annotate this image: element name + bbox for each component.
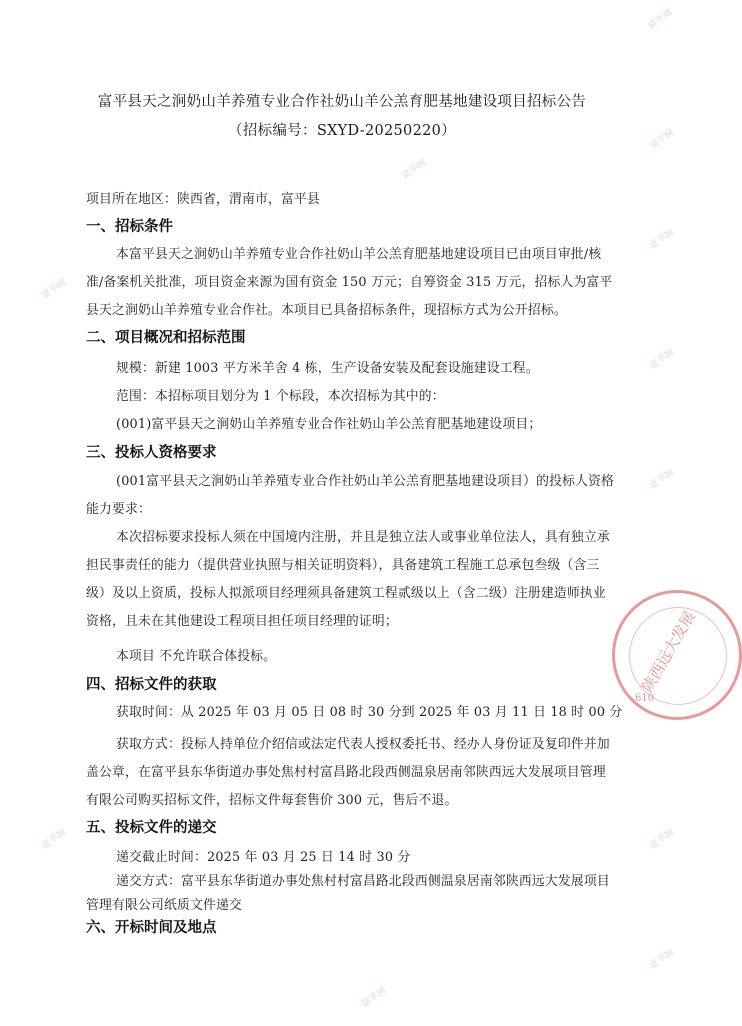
watermark-text: 富平网 (648, 227, 677, 252)
section-heading: 二、项目概况和招标范围 (86, 330, 246, 346)
project-region: 项目所在地区：陕西省，渭南市，富平县 (86, 192, 320, 207)
paragraph-line: 本项目 不允许联合体投标。 (116, 649, 277, 664)
paragraph-line: 规模：新建 1003 平方米羊舍 4 栋，生产设备安装及配套设施建设工程。 (116, 361, 539, 376)
paragraph-line: 递交方式：富平县东华街道办事处焦村村富昌路北段西侧温泉居南邻陕西远大发展项目 (116, 874, 610, 889)
watermark-text: 富平网 (646, 7, 675, 32)
paragraph-line: 盖公章，在富平县东华街道办事处焦村村富昌路北段西侧温泉居南邻陕西远大发展项目管理 (86, 765, 606, 780)
paragraph-line: 获取方式：投标人持单位介绍信或法定代表人授权委托书、经办人身份证及复印件并加 (116, 737, 610, 752)
watermark-text: 富平网 (40, 277, 69, 302)
paragraph-line: 有限公司购买招标文件，招标文件每套售价 300 元，售后不退。 (86, 793, 458, 808)
watermark-text: 富平网 (648, 947, 677, 972)
paragraph-line: (001富平县天之涧奶山羊养殖专业合作社奶山羊公羔育肥基地建设项目）的投标人资格 (116, 474, 615, 489)
watermark-text: 富平网 (40, 827, 69, 852)
watermark-text: 富平网 (648, 127, 677, 152)
paragraph-line: 级）及以上资质，投标人拟派项目经理须具备建筑工程贰级以上（含二级）注册建造师执业 (86, 586, 606, 601)
paragraph-line: 本富平县天之涧奶山羊养殖专业合作社奶山羊公羔育肥基地建设项目已由项目审批/核 (116, 247, 602, 262)
section-heading: 六、开标时间及地点 (86, 920, 217, 936)
watermark-text: 富平网 (360, 985, 389, 1010)
paragraph-line: 递交截止时间：2025 年 03 月 25 日 14 时 30 分 (116, 850, 411, 865)
paragraph-line: 获取时间：从 2025 年 03 月 05 日 08 时 30 分到 2025 年 03 月 11 日 18 时 00 分 (116, 705, 623, 720)
paragraph-line: 范围：本招标项目划分为 1 个标段，本次招标为其中的： (116, 389, 445, 404)
watermark-text: 富平网 (648, 467, 677, 492)
watermark-text: 富平网 (400, 157, 429, 182)
tender-number: （招标编号：SXYD-20250220） (228, 123, 456, 139)
paragraph-line: 管理有限公司纸质文件递交 (86, 898, 242, 913)
paragraph-line: 县天之涧奶山羊养殖专业合作社。本项目已具备招标条件，现招标方式为公开招标。 (86, 303, 567, 318)
seal-number: 610 (635, 693, 655, 704)
document-title: 富平县天之涧奶山羊养殖专业合作社奶山羊公羔育肥基地建设项目招标公告 (97, 94, 587, 110)
paragraph-line: (001)富平县天之涧奶山羊养殖专业合作社奶山羊公羔育肥基地建设项目； (116, 417, 542, 432)
section-heading: 一、招标条件 (86, 219, 173, 235)
section-heading: 五、投标文件的递交 (86, 820, 217, 836)
seal-text: 陕西远大发展 (638, 608, 699, 696)
paragraph-line: 准/备案机关批准，项目资金来源为国有资金 150 万元；自筹资金 315 万元，招标人为富平 (86, 275, 613, 290)
watermark-text: 富平网 (648, 827, 677, 852)
paragraph-line: 能力要求： (86, 502, 151, 517)
paragraph-line: 担民事责任的能力（提供营业执照与相关证明资料），具备建筑工程施工总承包叁级（含三 (86, 558, 600, 573)
section-heading: 三、投标人资格要求 (86, 445, 217, 461)
company-seal-stamp (612, 590, 742, 720)
paragraph-line: 本次招标要求投标人须在中国境内注册，并且是独立法人或事业单位法人，具有独立承 (116, 530, 610, 545)
watermark-text: 富平网 (648, 347, 677, 372)
paragraph-line: 资格，且未在其他建设工程项目担任项目经理的证明； (86, 614, 398, 629)
section-heading: 四、招标文件的获取 (86, 677, 217, 693)
